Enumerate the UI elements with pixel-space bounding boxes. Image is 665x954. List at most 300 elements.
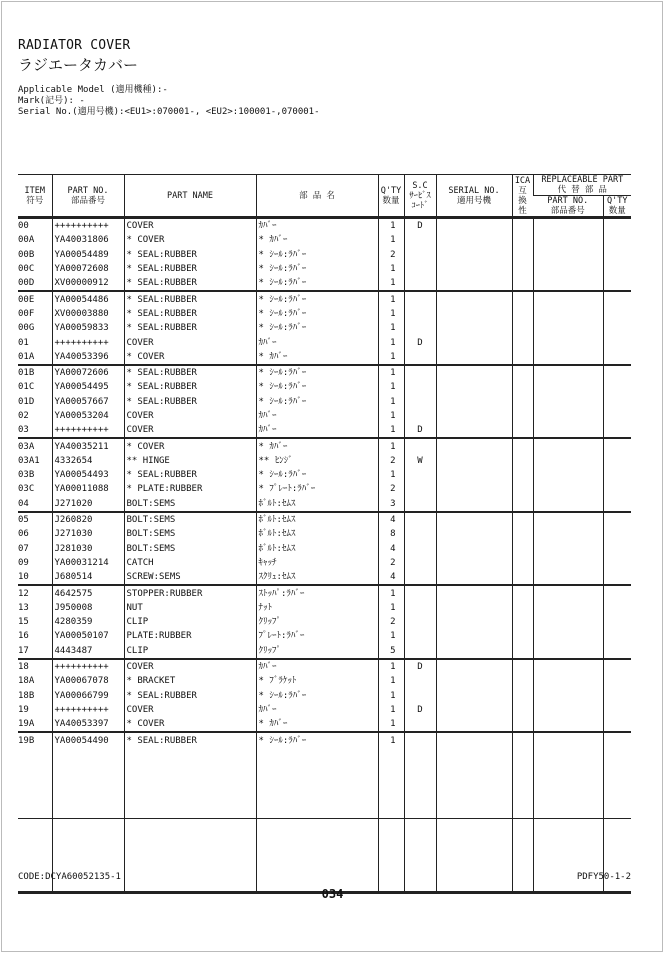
cell-sc: D: [404, 703, 436, 717]
cell-item: 00G: [18, 323, 35, 334]
cell-item: 18A: [18, 676, 35, 687]
cell-sc: [404, 438, 436, 453]
cell-empty: [512, 365, 533, 380]
cell-name-jp: ﾅｯﾄ: [256, 601, 378, 615]
cell-empty: [533, 512, 603, 527]
cell-empty: [533, 601, 603, 615]
cell-item: 09: [18, 557, 29, 568]
cell-empty: [533, 233, 603, 247]
cell-qty: 2: [378, 248, 404, 262]
cell-empty: [512, 482, 533, 496]
cell-name-jp: ｶﾊﾞｰ: [256, 218, 378, 234]
cell-item: 03C: [18, 484, 35, 495]
cell-sc: [404, 291, 436, 306]
cell-empty: [603, 629, 631, 643]
table-row: [18, 335, 631, 349]
cell-empty: [378, 748, 404, 819]
cell-qty: 1: [378, 335, 404, 349]
cell-name-jp: * ｶﾊﾞｰ: [256, 717, 378, 732]
cell-empty: [512, 512, 533, 527]
cell-item: 15: [18, 617, 29, 628]
cell-item: 01B: [18, 368, 35, 379]
cell-empty: [436, 689, 512, 703]
cell-empty: [533, 454, 603, 468]
cell-name: ** HINGE: [124, 454, 256, 468]
cell-sc: [404, 248, 436, 262]
cell-name: * SEAL:RUBBER: [124, 732, 256, 747]
cell-item: 00E: [18, 294, 35, 305]
cell-empty: [512, 454, 533, 468]
cell-empty: [436, 527, 512, 541]
cell-item: 05: [18, 515, 29, 526]
cell-name-jp: * ｶﾊﾞｰ: [256, 233, 378, 247]
cell-name: COVER: [124, 423, 256, 438]
cell-part-no: J680514: [52, 570, 124, 585]
parts-table: [18, 174, 631, 894]
cell-qty: 1: [378, 321, 404, 335]
cell-empty: [533, 659, 603, 674]
cell-empty: [436, 748, 512, 819]
cell-item: 00D: [18, 276, 52, 291]
cell-empty: [512, 674, 533, 688]
cell-qty: 1: [378, 703, 404, 717]
cell-item: 18B: [18, 690, 35, 701]
cell-empty: [533, 527, 603, 541]
cell-part-no: YA00031214: [52, 556, 124, 570]
cell-empty: [533, 218, 603, 234]
cell-qty: 3: [378, 497, 404, 512]
table-row: [18, 717, 631, 732]
table-row: [18, 365, 631, 380]
cell-part-no: YA00011088: [52, 482, 124, 496]
cell-sc: [404, 512, 436, 527]
cell-qty: 1: [378, 423, 404, 438]
cell-name: STOPPER:RUBBER: [124, 585, 256, 600]
cell-sc: D: [404, 335, 436, 349]
table-row: [18, 468, 631, 482]
cell-empty: [603, 703, 631, 717]
cell-empty: [533, 703, 603, 717]
cell-part-no: ++++++++++: [52, 423, 124, 438]
cell-empty: [436, 350, 512, 365]
cell-sc: [404, 350, 436, 365]
table-row: [18, 542, 631, 556]
cell-name: * BRACKET: [124, 674, 256, 688]
cell-empty: [512, 380, 533, 394]
cell-name-jp: ﾎﾞﾙﾄ:ｾﾑｽ: [256, 527, 378, 541]
cell-sc: [404, 321, 436, 335]
table-row: [18, 732, 631, 747]
table-row: [18, 321, 631, 335]
cell-part-no: 4443487: [52, 644, 124, 659]
document-id: PDFY50-1-2: [576, 872, 631, 882]
cell-part-no: YA00066799: [52, 689, 124, 703]
cell-empty: [436, 585, 512, 600]
cell-empty: [512, 307, 533, 321]
cell-qty: 4: [378, 542, 404, 556]
cell-empty: [124, 748, 256, 819]
cell-sc: [404, 482, 436, 496]
cell-empty: [436, 570, 512, 585]
cell-empty: [603, 321, 631, 335]
cell-qty: 2: [378, 615, 404, 629]
cell-empty: [436, 644, 512, 659]
cell-empty: [512, 717, 533, 732]
cell-name: BOLT:SEMS: [124, 542, 256, 556]
cell-empty: [436, 365, 512, 380]
cell-empty: [533, 629, 603, 643]
cell-name-jp: ｸﾘｯﾌﾟ: [256, 644, 378, 659]
cell-empty: [18, 748, 52, 819]
cell-empty: [603, 644, 631, 659]
cell-sc: [404, 615, 436, 629]
cell-name-jp: ｽｸﾘｭ:ｾﾑｽ: [256, 570, 378, 585]
cell-item: 04: [18, 497, 52, 512]
cell-empty: [436, 321, 512, 335]
cell-item: 16: [18, 631, 29, 642]
cell-empty: [603, 674, 631, 688]
cell-sc: [404, 556, 436, 570]
cell-part-no: YA00072606: [52, 365, 124, 380]
cell-empty: [512, 527, 533, 541]
cell-part-no: XV00003880: [52, 307, 124, 321]
cell-sc: [404, 644, 436, 659]
cell-qty: 1: [378, 233, 404, 247]
cell-empty: [512, 703, 533, 717]
cell-qty: 1: [378, 674, 404, 688]
cell-name-jp: ｷｬｯﾁ: [256, 556, 378, 570]
cell-sc: [404, 585, 436, 600]
cell-empty: [436, 335, 512, 349]
cell-empty: [436, 409, 512, 423]
cell-empty: [512, 585, 533, 600]
cell-empty: [436, 703, 512, 717]
cell-qty: 2: [378, 454, 404, 468]
cell-part-no: YA00054489: [52, 248, 124, 262]
table-row: [18, 276, 631, 291]
cell-empty: [533, 321, 603, 335]
table-row: [18, 615, 631, 629]
cell-qty: 1: [378, 659, 404, 674]
cell-empty: [603, 307, 631, 321]
cell-name: COVER: [124, 409, 256, 423]
cell-name: * SEAL:RUBBER: [124, 248, 256, 262]
table-row: [18, 659, 631, 674]
cell-empty: [533, 438, 603, 453]
cell-qty: 1: [378, 350, 404, 365]
cell-qty: 4: [378, 512, 404, 527]
cell-sc: [404, 629, 436, 643]
cell-name-jp: * ﾌﾞﾗｹｯﾄ: [256, 674, 378, 688]
cell-empty: [436, 233, 512, 247]
table-row: [18, 674, 631, 688]
cell-empty: [603, 717, 631, 732]
cell-name-jp: * ｶﾊﾞｰ: [256, 438, 378, 453]
cell-sc: [404, 542, 436, 556]
applicable-model: Applicable Model (適用機種):-: [18, 85, 168, 95]
table-row: [18, 218, 631, 234]
cell-empty: [512, 732, 533, 747]
cell-empty: [603, 468, 631, 482]
cell-part-no: ++++++++++: [52, 659, 124, 674]
cell-sc: [404, 468, 436, 482]
cell-part-no: YA00053204: [52, 409, 124, 423]
cell-empty: [512, 689, 533, 703]
cell-part-no: ++++++++++: [52, 218, 124, 234]
cell-empty: [533, 468, 603, 482]
col-part-name-header: PART NAME: [124, 175, 256, 218]
cell-empty: [603, 615, 631, 629]
cell-empty: [533, 350, 603, 365]
cell-empty: [603, 262, 631, 276]
cell-empty: [512, 335, 533, 349]
cell-empty: [533, 689, 603, 703]
cell-name: SCREW:SEMS: [124, 570, 256, 585]
page-number: 034: [321, 887, 344, 901]
cell-empty: [533, 248, 603, 262]
cell-empty: [512, 276, 533, 291]
table-body: [18, 218, 631, 893]
table-row: [18, 570, 631, 585]
cell-qty: 1: [378, 468, 404, 482]
cell-qty: 1: [378, 291, 404, 306]
cell-empty: [512, 321, 533, 335]
cell-qty: 1: [378, 629, 404, 643]
cell-empty: [603, 689, 631, 703]
table-row: [18, 423, 631, 438]
cell-name: * SEAL:RUBBER: [124, 380, 256, 394]
cell-sc: [404, 365, 436, 380]
cell-sc: [404, 262, 436, 276]
cell-part-no: ++++++++++: [52, 703, 124, 717]
cell-part-no: YA00059833: [52, 321, 124, 335]
table-header: [18, 175, 631, 218]
cell-empty: [533, 732, 603, 747]
cell-empty: [603, 423, 631, 438]
cell-name: * PLATE:RUBBER: [124, 482, 256, 496]
col-part-no-header: PART NO. 部品番号: [52, 175, 124, 218]
cell-empty: [512, 818, 533, 892]
cell-empty: [603, 512, 631, 527]
cell-item: 01A: [18, 350, 52, 365]
cell-qty: 1: [378, 218, 404, 234]
cell-empty: [512, 468, 533, 482]
cell-name-jp: * ｼｰﾙ:ﾗﾊﾞｰ: [256, 365, 378, 380]
cell-empty: [378, 818, 404, 892]
cell-part-no: ++++++++++: [52, 335, 124, 349]
cell-name: CLIP: [124, 644, 256, 659]
cell-empty: [533, 291, 603, 306]
cell-item: 19: [18, 704, 29, 715]
cell-empty: [436, 438, 512, 453]
cell-name-jp: ｶﾊﾞｰ: [256, 409, 378, 423]
cell-empty: [603, 276, 631, 291]
mark: Mark(記号): -: [18, 96, 85, 106]
cell-name-jp: ｶﾊﾞｰ: [256, 335, 378, 349]
cell-item: 03: [18, 423, 52, 438]
cell-name-jp: * ｼｰﾙ:ﾗﾊﾞｰ: [256, 395, 378, 409]
cell-empty: [533, 615, 603, 629]
cell-empty: [533, 335, 603, 349]
cell-empty: [603, 395, 631, 409]
cell-empty: [436, 395, 512, 409]
cell-empty: [436, 818, 512, 892]
table-row: [18, 629, 631, 643]
table-row: [18, 233, 631, 247]
cell-name-jp: ｶﾊﾞｰ: [256, 703, 378, 717]
col-part-name-jp-header: 部 品 名: [256, 175, 378, 218]
cell-part-no: J271030: [52, 527, 124, 541]
cell-item: 18: [18, 662, 29, 673]
col-ica-header: ICA 互 換 性: [512, 175, 533, 218]
cell-name: * SEAL:RUBBER: [124, 291, 256, 306]
cell-empty: [512, 262, 533, 276]
table-row: [18, 438, 631, 453]
cell-empty: [436, 542, 512, 556]
cell-empty: [533, 409, 603, 423]
cell-item: 03B: [18, 470, 35, 481]
cell-empty: [512, 233, 533, 247]
cell-name: * COVER: [124, 350, 256, 365]
cell-name: NUT: [124, 601, 256, 615]
cell-empty: [436, 601, 512, 615]
cell-name: * SEAL:RUBBER: [124, 365, 256, 380]
cell-sc: [404, 527, 436, 541]
cell-empty: [533, 542, 603, 556]
cell-sc: [404, 674, 436, 688]
col-item-header: ITEM 符号: [18, 175, 52, 218]
cell-qty: 1: [378, 438, 404, 453]
cell-item: 02: [18, 411, 29, 421]
cell-empty: [533, 497, 603, 512]
cell-empty: [533, 482, 603, 496]
cell-empty: [603, 438, 631, 453]
cell-name-jp: * ｼｰﾙ:ﾗﾊﾞｰ: [256, 689, 378, 703]
col-serial-no-header: SERIAL NO. 適用号機: [436, 175, 512, 218]
cell-qty: 1: [378, 689, 404, 703]
cell-part-no: 4280359: [52, 615, 124, 629]
cell-name: PLATE:RUBBER: [124, 629, 256, 643]
table-row: [18, 703, 631, 717]
cell-item: 01D: [18, 396, 35, 407]
cell-empty: [603, 497, 631, 512]
cell-name: * SEAL:RUBBER: [124, 395, 256, 409]
cell-empty: [436, 248, 512, 262]
cell-empty: [52, 748, 124, 819]
table-row: [18, 291, 631, 306]
cell-qty: 2: [378, 482, 404, 496]
cell-item: 19A: [18, 717, 52, 732]
cell-name-jp: ｽﾄｯﾊﾟ:ﾗﾊﾞｰ: [256, 585, 378, 600]
table-row: [18, 350, 631, 365]
cell-qty: 4: [378, 570, 404, 585]
cell-empty: [603, 585, 631, 600]
cell-name-jp: * ｼｰﾙ:ﾗﾊﾞｰ: [256, 248, 378, 262]
cell-part-no: YA00054495: [52, 380, 124, 394]
cell-empty: [603, 527, 631, 541]
cell-qty: 1: [378, 395, 404, 409]
cell-item: 00: [18, 221, 29, 232]
cell-empty: [512, 291, 533, 306]
cell-item: 17: [18, 644, 52, 659]
cell-empty: [603, 570, 631, 585]
cell-empty: [512, 615, 533, 629]
cell-part-no: J271020: [52, 497, 124, 512]
cell-part-no: YA40035211: [52, 438, 124, 453]
cell-part-no: YA00067078: [52, 674, 124, 688]
cell-name: * SEAL:RUBBER: [124, 321, 256, 335]
cell-name-jp: ｸﾘｯﾌﾟ: [256, 615, 378, 629]
cell-name-jp: ﾎﾞﾙﾄ:ｾﾑｽ: [256, 512, 378, 527]
title-english: RADIATOR COVER: [18, 38, 131, 53]
cell-sc: [404, 570, 436, 585]
cell-empty: [533, 674, 603, 688]
cell-empty: [436, 468, 512, 482]
cell-sc: [404, 601, 436, 615]
cell-empty: [533, 395, 603, 409]
cell-empty: [436, 732, 512, 747]
cell-qty: 1: [378, 276, 404, 291]
cell-sc: [404, 307, 436, 321]
cell-empty: [404, 818, 436, 892]
cell-empty: [512, 497, 533, 512]
table-row: [18, 689, 631, 703]
table-row-blank: [18, 748, 631, 819]
cell-empty: [436, 497, 512, 512]
table-row: [18, 409, 631, 423]
cell-part-no: YA40053396: [52, 350, 124, 365]
cell-sc: D: [404, 423, 436, 438]
cell-name: * COVER: [124, 717, 256, 732]
cell-name-jp: * ｶﾊﾞｰ: [256, 350, 378, 365]
cell-empty: [533, 307, 603, 321]
cell-empty: [603, 454, 631, 468]
cell-item: 00F: [18, 308, 35, 319]
table-row: [18, 248, 631, 262]
cell-item: 12: [18, 588, 29, 599]
cell-part-no: YA00054486: [52, 291, 124, 306]
cell-name: CLIP: [124, 615, 256, 629]
cell-part-no: YA00050107: [52, 629, 124, 643]
cell-name-jp: * ｼｰﾙ:ﾗﾊﾞｰ: [256, 262, 378, 276]
cell-name: * SEAL:RUBBER: [124, 307, 256, 321]
cell-empty: [603, 556, 631, 570]
cell-qty: 1: [378, 585, 404, 600]
cell-empty: [436, 262, 512, 276]
cell-name-jp: * ｼｰﾙ:ﾗﾊﾞｰ: [256, 307, 378, 321]
cell-empty: [603, 380, 631, 394]
col-rep-part-no-header: PART NO. 部品番号: [533, 196, 603, 218]
cell-qty: 1: [378, 307, 404, 321]
cell-empty: [436, 291, 512, 306]
cell-qty: 2: [378, 556, 404, 570]
cell-qty: 1: [378, 601, 404, 615]
cell-empty: [436, 276, 512, 291]
cell-empty: [436, 717, 512, 732]
cell-empty: [512, 570, 533, 585]
cell-sc: [404, 233, 436, 247]
cell-empty: [436, 380, 512, 394]
cell-empty: [603, 748, 631, 819]
col-service-code-header: S.C ｻｰﾋﾞｽ ｺｰﾄﾞ: [404, 175, 436, 218]
cell-item: 03A1: [18, 455, 40, 466]
cell-empty: [256, 818, 378, 892]
table-row: [18, 644, 631, 659]
cell-name-jp: ﾎﾞﾙﾄ:ｾﾑｽ: [256, 497, 378, 512]
cell-name: * SEAL:RUBBER: [124, 262, 256, 276]
cell-qty: 1: [378, 380, 404, 394]
cell-empty: [603, 659, 631, 674]
